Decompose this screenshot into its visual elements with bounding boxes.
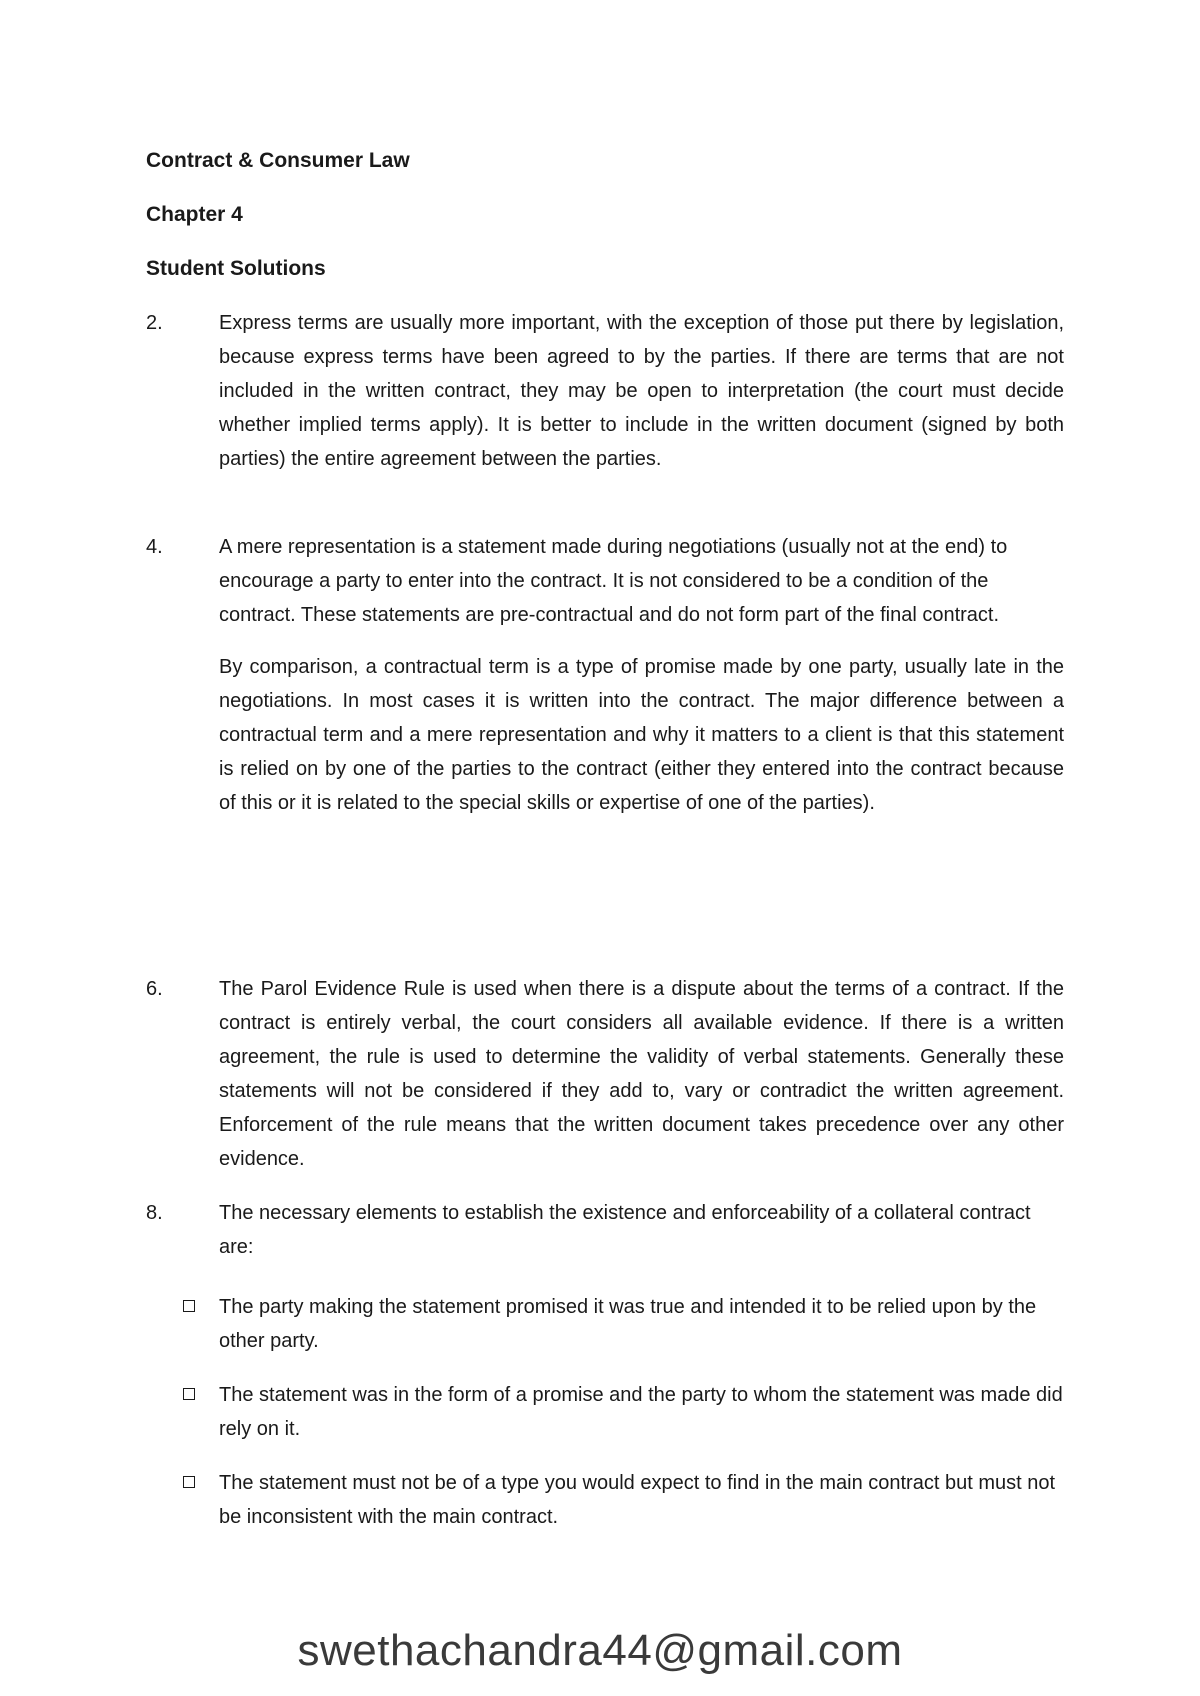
item-number: 2. (146, 312, 163, 334)
watermark-email: swethachandra44@gmail.com (297, 1626, 903, 1675)
list-item (183, 1466, 1063, 1534)
chapter-heading: Chapter 4 (146, 203, 243, 226)
answer-item-6 (146, 972, 1064, 1176)
document-title: Contract & Consumer Law (146, 149, 410, 172)
answer-item-8 (146, 1196, 1064, 1264)
item-paragraph: By comparison, a contractual term is a type of promise made by one party, usually late in the negotiations. In most cases it is written into the contract. The major difference between a contractual term and a mere representation and why it matters to a client is that this statement is relied on by one of the parties to the contract (either they entered into the contract because of this or it is related to the special skills or expertise of one of the parties). (219, 656, 1064, 814)
list-item (183, 1290, 1063, 1358)
item-number: 6. (146, 978, 163, 1000)
answer-item-4 (146, 530, 1064, 820)
answer-item-2 (146, 306, 1064, 476)
section-subtitle: Student Solutions (146, 257, 326, 280)
item-paragraph: The necessary elements to establish the existence and enforceability of a collateral contract are: (219, 1202, 1031, 1258)
checkbox-bullet-icon (183, 1300, 195, 1312)
item-paragraph: Express terms are usually more important, with the exception of those put there by legislation, because express terms have been agreed to by the parties. If there are terms that are not included in the written contract, they may be open to interpretation (the court must decide whether implied terms apply). It is better to include in the written document (signed by both parties) the entire agreement between the parties. (219, 312, 1064, 470)
list-item (183, 1378, 1063, 1446)
bullet-text: The statement was in the form of a promise and the party to whom the statement was made did rely on it. (219, 1384, 1063, 1440)
item-number: 4. (146, 536, 163, 558)
checkbox-bullet-icon (183, 1476, 195, 1488)
bullet-text: The statement must not be of a type you would expect to find in the main contract but must not be inconsistent with the main contract. (219, 1472, 1056, 1528)
checkbox-bullet-icon (183, 1388, 195, 1400)
item-number: 8. (146, 1202, 163, 1224)
bullet-text: The party making the statement promised it was true and intended it to be relied upon by the other party. (219, 1296, 1037, 1352)
item-paragraph: A mere representation is a statement made during negotiations (usually not at the end) to encourage a party to enter into the contract. It is not considered to be a condition of the contract. These statements are pre-contractual and do not form part of the final contract. (219, 536, 1008, 626)
item-paragraph: The Parol Evidence Rule is used when there is a dispute about the terms of a contract. If the contract is entirely verbal, the court considers all available evidence. If there is a written agreement, the rule is used to determine the validity of verbal statements. Generally these statements will not be considered if they add to, vary or contradict the written agreement. Enforcement of the rule means that the written document takes precedence over any other evidence. (219, 978, 1064, 1170)
